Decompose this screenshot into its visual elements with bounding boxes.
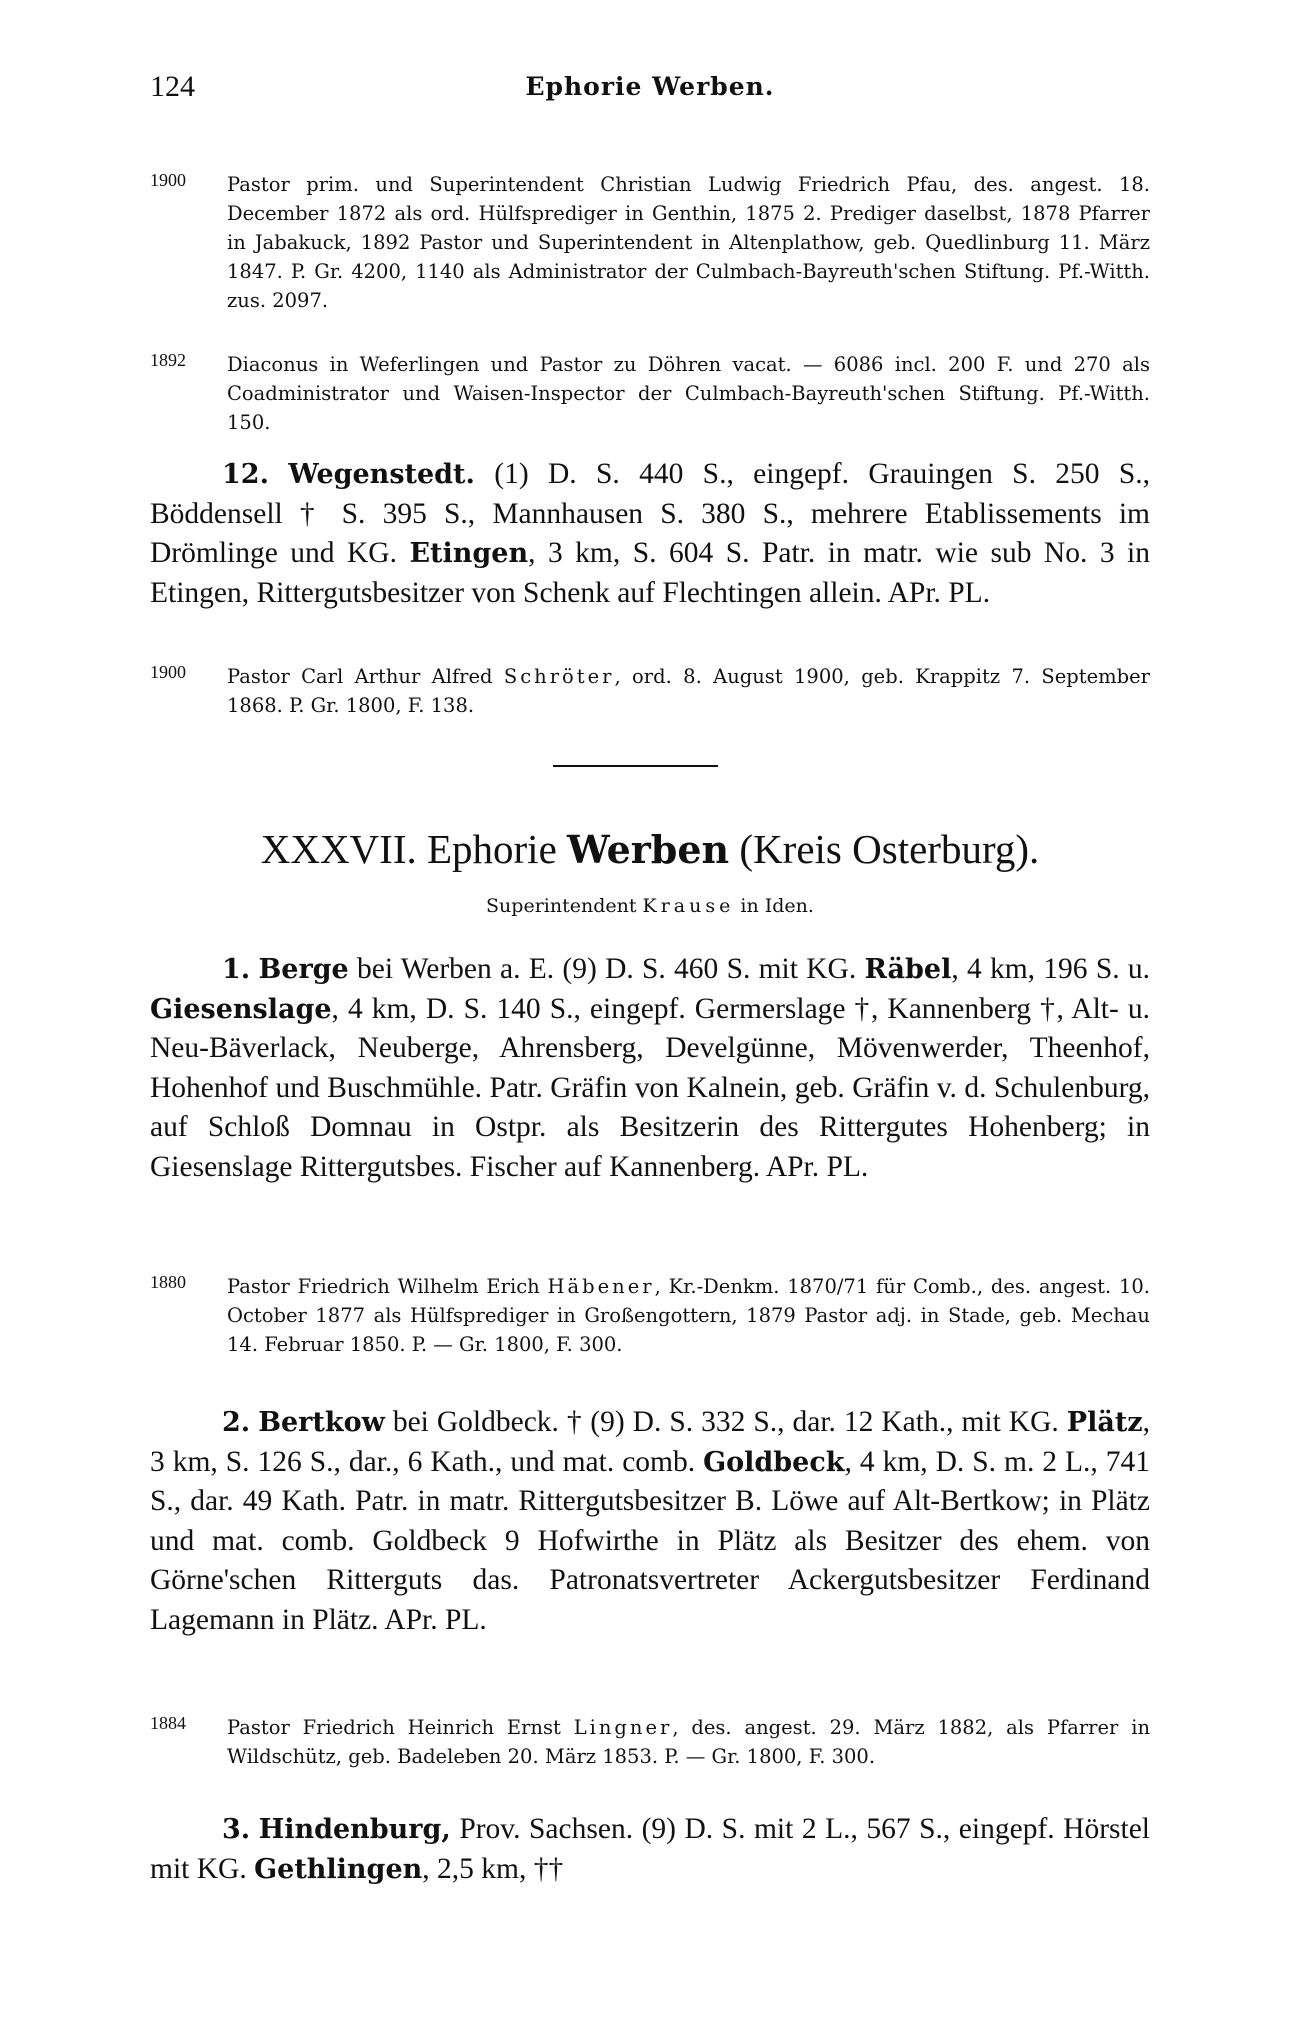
pastor-entry <box>150 1713 1150 1771</box>
parish-2-paragraph <box>150 1403 1150 1641</box>
entry-year: 1892 <box>150 350 186 370</box>
parish-1-paragraph <box>150 950 1150 1188</box>
pastor-entry <box>150 350 1150 437</box>
running-head <box>150 70 1150 110</box>
superintendent-line <box>150 895 1150 917</box>
pastor-name: Häbener <box>547 1275 655 1298</box>
superintendent-suffix: in Iden. <box>734 895 814 917</box>
entry-text-part: Pastor Friedrich Wilhelm Erich <box>227 1275 548 1298</box>
entry-text: Diaconus in Weferlingen und Pastor zu Döhren vacat. — 6086 incl. 200 F. und 270 als Coadministrator und Waisen-Inspector der Culmbach-Bayreuth'schen Stiftung. Pf.-Witth. 150. <box>227 353 1150 434</box>
pastor-entry <box>150 662 1150 720</box>
parish-number: 1. <box>222 954 251 985</box>
place-name: Giesenslage <box>150 993 332 1025</box>
parish-12-paragraph <box>150 455 1150 613</box>
entry-text <box>227 1713 1150 1771</box>
entry-year: 1900 <box>150 170 186 190</box>
parish-name: Bertkow <box>258 1407 385 1438</box>
entry-year: 1880 <box>150 1272 186 1292</box>
parish-text: Prov. Sachsen. (9) D. S. mit 2 L., 567 S., eingepf. Hörstel mit KG. <box>150 1813 1151 1885</box>
entry-text-part: , ord. 8. August 1900, geb. Krappitz 7. September 1868. P. Gr. 1800, F. 138. <box>227 665 1151 717</box>
entry-year: 1900 <box>150 662 186 682</box>
entry-text-part: , des. angest. 29. März 1882, als Pfarrer in Wildschütz, geb. Badeleben 20. März 1853. P. — Gr. 1800, F. 300. <box>227 1716 1151 1768</box>
entry-text: Pastor prim. und Superintendent Christian Ludwig Friedrich Pfau, des. angest. 18. December 1872 als ord. Hülfsprediger in Genthin, 1875 2. Prediger daselbst, 1878 Pfarrer in Jabakuck, 1892 Pastor und Superintendent in Altenplathow, geb. Quedlinburg 11. März 1847. P. Gr. 4200, 1140 als Administrator der Culmbach-Bayreuth'schen Stiftung. Pf.-Witth. zus. 2097. <box>227 173 1150 312</box>
parish-text: bei Goldbeck. † (9) D. S. 332 S., dar. 12 Kath., mit KG. <box>384 1406 1067 1438</box>
parish-text: , 4 km, D. S. 140 S., eingepf. Germerslage †, Kannenberg †, Alt- u. Neu-Bäverlack, Neuberge, Ahrensberg, Develgünne, Mövenwerder, Theenhof, Hohenhof und Buschmühle. Patr. Gräfin von Kalnein, geb. Gräfin v. d. Schulenburg, auf Schloß Domnau in Ostpr. als Besitzerin des Rittergutes Hohenberg; in Giesenslage Rittergutsbes. Fischer auf Kannenberg. APr. PL. <box>150 992 1150 1183</box>
parish-number: 12. <box>222 459 269 490</box>
entry-text <box>227 1272 1150 1359</box>
place-name: Gethlingen <box>254 1853 423 1885</box>
place-name: Plätz <box>1066 1407 1143 1438</box>
parish-3-paragraph <box>150 1810 1150 1889</box>
pastor-name: Schröter <box>503 665 615 688</box>
parish-text: (1) D. S. 440 S., eingepf. Grauingen S. 250 S., Böddensell † S. 395 S., Mannhausen S. 380 S., mehrere Etablissements im Drömlinge und KG. <box>150 458 1151 570</box>
entry-year: 1884 <box>150 1713 186 1733</box>
pastor-entry <box>150 170 1150 315</box>
place-name: Goldbeck <box>703 1446 845 1478</box>
place-name: Etingen <box>409 538 529 570</box>
superintendent-prefix: Superintendent <box>486 895 643 917</box>
superintendent-name: Krause <box>642 895 735 917</box>
entry-text-part: Pastor Friedrich Heinrich Ernst <box>227 1716 574 1739</box>
page-number: 124 <box>150 70 195 103</box>
parish-name: Hindenburg, <box>258 1814 451 1845</box>
section-title-bold: Werben <box>567 827 730 872</box>
entry-text <box>227 662 1150 720</box>
parish-number: 3. <box>222 1814 251 1845</box>
parish-text: , 4 km, 196 S. u. <box>951 953 1150 985</box>
pastor-entry <box>150 1272 1150 1359</box>
section-divider <box>553 765 718 767</box>
place-name: Räbel <box>864 954 952 985</box>
parish-name: Wegenstedt. <box>288 459 475 490</box>
parish-text: , 3 km, S. 126 S., dar., 6 Kath., und mat. comb. <box>150 1406 1151 1478</box>
parish-text: bei Werben a. E. (9) D. S. 460 S. mit KG. <box>348 953 865 985</box>
section-title-prefix: XXXVII. Ephorie <box>260 826 568 872</box>
parish-name: Berge <box>258 954 349 985</box>
parish-number: 2. <box>222 1407 251 1438</box>
parish-text: , 3 km, S. 604 S. Patr. in matr. wie sub No. 3 in Etingen, Rittergutsbesitzer von Schenk auf Flechtingen allein. APr. PL. <box>150 537 1150 609</box>
section-title-suffix: (Kreis Osterburg). <box>729 826 1040 872</box>
running-title: Ephorie Werben. <box>525 72 775 101</box>
parish-text: , 2,5 km, †† <box>422 1852 564 1885</box>
entry-text-part: , Kr.-Denkm. 1870/71 für Comb., des. angest. 10. October 1877 als Hülfsprediger in Großengottern, 1879 Pastor adj. in Stade, geb. Mechau 14. Februar 1850. P. — Gr. 1800, F. 300. <box>227 1275 1150 1356</box>
section-title <box>150 825 1150 873</box>
pastor-name: Lingner <box>573 1716 673 1739</box>
entry-text-part: Pastor Carl Arthur Alfred <box>227 665 504 688</box>
parish-text: , 4 km, D. S. m. 2 L., 741 S., dar. 49 Kath. Patr. in matr. Rittergutsbesitzer B. Löwe auf Alt-Bertkow; in Plätz und mat. comb. Goldbeck 9 Hofwirthe in Plätz als Besitzer des ehem. von Görne'schen Ritterguts das. Patronatsvertreter Ackergutsbesitzer Ferdinand Lagemann in Plätz. APr. PL. <box>150 1445 1150 1636</box>
